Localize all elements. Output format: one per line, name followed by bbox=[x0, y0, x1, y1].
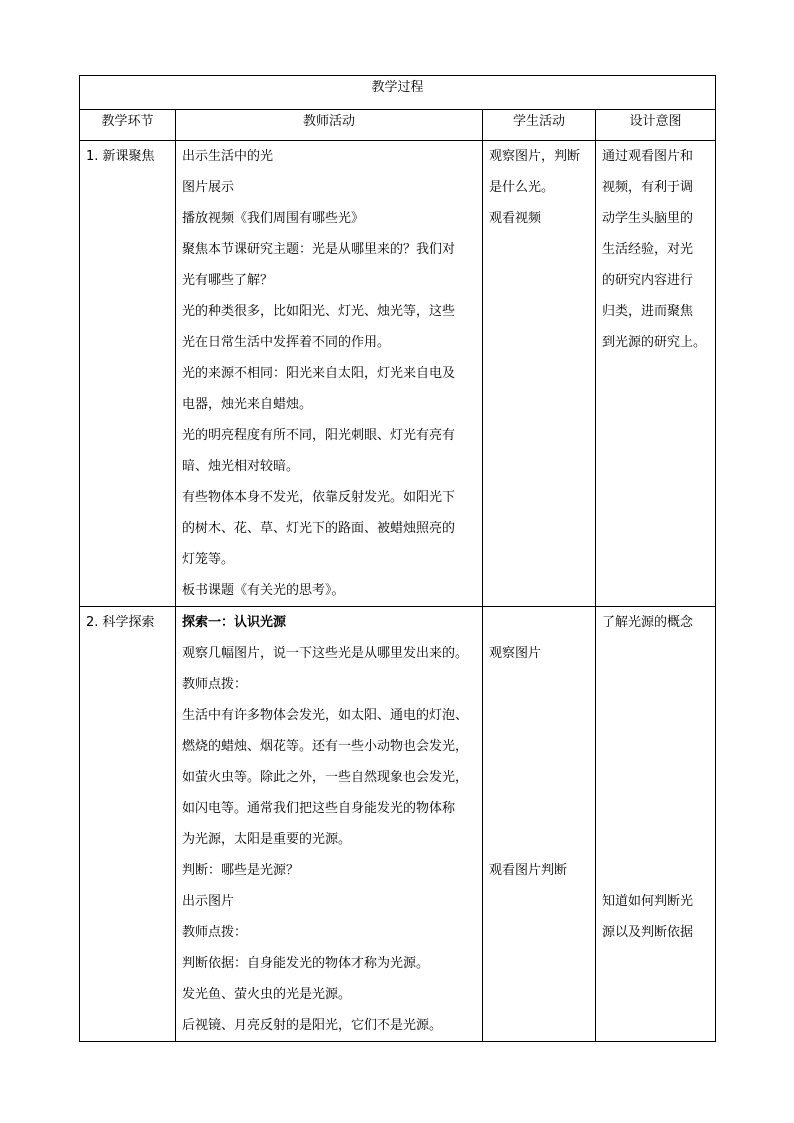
teacher-activity-cell bbox=[176, 141, 483, 607]
teacher-activity-cell bbox=[176, 607, 483, 1042]
teacher-line: 为光源，太阳是重要的光源。 bbox=[182, 832, 352, 847]
lesson-process-table bbox=[79, 75, 716, 1042]
intent-line: 动学生头脑里的 bbox=[602, 211, 694, 226]
intent-line: 通过观看图片和 bbox=[602, 149, 694, 164]
student-activity-cell bbox=[483, 141, 596, 607]
teacher-line: 板书课题《有关光的思考》。 bbox=[182, 583, 345, 598]
teacher-line: 灯笼等。 bbox=[182, 552, 235, 567]
teacher-line: 电器，烛光来自蜡烛。 bbox=[182, 397, 313, 412]
stage-cell bbox=[80, 607, 176, 1042]
teacher-line: 播放视频《我们周围有哪些光》 bbox=[182, 211, 365, 226]
header-design-intent: 设计意图 bbox=[596, 110, 716, 141]
teacher-line: 图片展示 bbox=[182, 180, 235, 195]
teacher-line: 生活中有许多物体会发光，如太阳、通电的灯泡、 bbox=[182, 708, 469, 723]
teacher-line: 暗、烛光相对较暗。 bbox=[182, 459, 300, 474]
student-line: 观看视频 bbox=[489, 211, 542, 226]
teacher-line: 如闪电等。通常我们把这些自身能发光的物体称 bbox=[182, 801, 456, 816]
teacher-line: 出示图片 bbox=[182, 894, 235, 909]
teacher-line: 出示生活中的光 bbox=[182, 149, 274, 164]
teacher-line: 光的明亮程度有所不同，阳光刺眼、灯光有亮有 bbox=[182, 428, 456, 443]
teacher-line: 聚焦本节课研究主题：光是从哪里来的？我们对 bbox=[182, 242, 456, 257]
teacher-line: 的树木、花、草、灯光下的路面、被蜡烛照亮的 bbox=[182, 521, 456, 536]
student-line: 观察图片，判断 bbox=[489, 149, 581, 164]
header-student-activity: 学生活动 bbox=[483, 110, 596, 141]
intent-line: 源以及判断依据 bbox=[602, 925, 694, 940]
section-heading: 探索一：认识光源 bbox=[182, 615, 287, 630]
table-title: 教学过程 bbox=[80, 76, 716, 110]
design-intent-cell bbox=[596, 607, 716, 1042]
teacher-line: 判断：哪些是光源？ bbox=[182, 863, 300, 878]
spacer bbox=[489, 669, 589, 855]
intent-line: 生活经验，对光 bbox=[602, 242, 694, 257]
teacher-line: 光在日常生活中发挥着不同的作用。 bbox=[182, 335, 391, 350]
teacher-line: 光有哪些了解？ bbox=[182, 273, 274, 288]
teacher-line: 教师点拨： bbox=[182, 677, 248, 692]
design-intent-cell bbox=[596, 141, 716, 607]
teacher-line: 燃烧的蜡烛、烟花等。还有一些小动物也会发光， bbox=[182, 739, 469, 754]
intent-line: 到光源的研究上。 bbox=[602, 335, 707, 350]
teacher-line: 光的来源不相同：阳光来自太阳，灯光来自电及 bbox=[182, 366, 456, 381]
student-activity-cell bbox=[483, 607, 596, 1042]
teacher-line: 后视镜、月亮反射的是阳光，它们不是光源。 bbox=[182, 1018, 443, 1033]
teacher-line: 光的种类很多，比如阳光、灯光、烛光等，这些 bbox=[182, 304, 456, 319]
student-line: 观看图片判断 bbox=[489, 863, 568, 878]
header-stage: 教学环节 bbox=[80, 110, 176, 141]
intent-line: 了解光源的概念 bbox=[602, 615, 694, 630]
teacher-line: 有些物体本身不发光，依靠反射发光。如阳光下 bbox=[182, 490, 456, 505]
table-row bbox=[80, 141, 716, 607]
teacher-line: 观察几幅图片，说一下这些光是从哪里发出来的。 bbox=[182, 646, 469, 661]
student-line: 是什么光。 bbox=[489, 180, 555, 195]
spacer bbox=[602, 638, 709, 886]
intent-line: 知道如何判断光 bbox=[602, 894, 694, 909]
stage-cell bbox=[80, 141, 176, 607]
table-row bbox=[80, 607, 716, 1042]
header-teacher-activity: 教师活动 bbox=[176, 110, 483, 141]
student-line: 观察图片 bbox=[489, 646, 542, 661]
stage-label: 2. 科学探索 bbox=[86, 615, 155, 630]
teacher-line: 教师点拨： bbox=[182, 925, 248, 940]
spacer bbox=[489, 607, 589, 638]
teacher-line: 发光鱼、萤火虫的光是光源。 bbox=[182, 987, 352, 1002]
intent-line: 归类，进而聚焦 bbox=[602, 304, 694, 319]
teacher-line: 判断依据：自身能发光的物体才称为光源。 bbox=[182, 956, 430, 971]
teacher-line: 如萤火虫等。除此之外，一些自然现象也会发光， bbox=[182, 770, 469, 785]
stage-label: 1. 新课聚焦 bbox=[86, 149, 155, 164]
intent-line: 的研究内容进行 bbox=[602, 273, 694, 288]
intent-line: 视频，有利于调 bbox=[602, 180, 694, 195]
